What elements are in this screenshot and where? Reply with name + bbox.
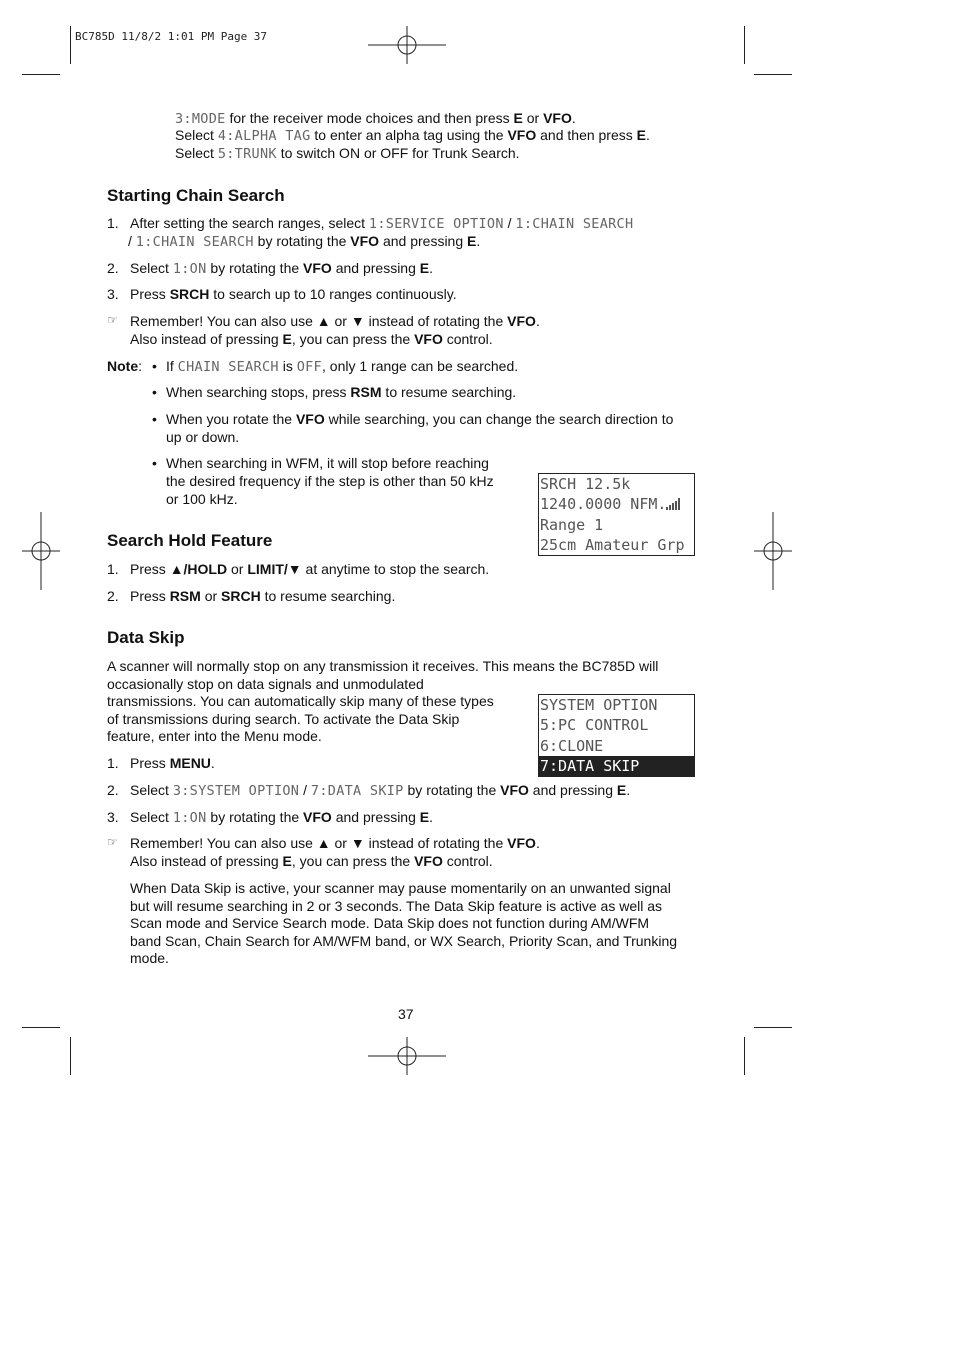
key-label: E bbox=[616, 782, 627, 798]
chain-step-1-cont: / 1:CHAIN SEARCH by rotating the VFO and pressing E. bbox=[128, 233, 481, 250]
text: Also instead of pressing bbox=[130, 853, 283, 869]
page-number: 37 bbox=[398, 1006, 414, 1022]
data-skip-intro: feature, enter into the Menu mode. bbox=[107, 728, 322, 744]
lcd-text: 1:SERVICE OPTION bbox=[368, 216, 504, 232]
text: to enter an alpha tag using the bbox=[310, 127, 508, 143]
text: and pressing bbox=[528, 782, 617, 798]
note-label-text: Note bbox=[107, 358, 139, 374]
lcd-row-text: 1240.0000 NFM. bbox=[540, 495, 667, 514]
text: and pressing bbox=[331, 260, 420, 276]
crop-mark bbox=[754, 1027, 792, 1028]
key-label: E bbox=[467, 233, 477, 249]
text: is bbox=[278, 358, 297, 374]
data-skip-paragraph: but will resume searching in 2 or 3 seconds. The Data Skip feature is active as well as bbox=[130, 898, 662, 914]
step-number: 3. bbox=[107, 286, 119, 302]
key-label: VFO bbox=[500, 782, 529, 798]
text: / bbox=[503, 215, 516, 231]
text: . bbox=[626, 782, 631, 798]
text: while searching, you can change the search direction to bbox=[324, 411, 674, 427]
note-4c: or 100 kHz. bbox=[166, 491, 238, 507]
note-label bbox=[107, 357, 142, 375]
lcd-text: 1:ON bbox=[172, 261, 207, 277]
text: When searching stops, press bbox=[166, 384, 351, 400]
note-4a: When searching in WFM, it will stop before reaching bbox=[166, 455, 489, 471]
key-label: E bbox=[419, 809, 430, 825]
chain-remember-2 bbox=[130, 330, 493, 348]
crop-mark bbox=[744, 26, 745, 64]
text: Select bbox=[130, 782, 173, 798]
note-3-cont: up or down. bbox=[166, 429, 240, 445]
lcd-row: Range 1 bbox=[540, 515, 604, 534]
lcd-text: CHAIN SEARCH bbox=[177, 359, 279, 375]
crop-mark bbox=[22, 74, 60, 75]
lcd-row: SRCH 12.5k bbox=[540, 475, 631, 493]
key-label: SRCH bbox=[169, 286, 210, 302]
text: and pressing bbox=[379, 233, 468, 249]
text: After setting the search ranges, select bbox=[130, 215, 369, 231]
text: . bbox=[210, 755, 215, 771]
lcd-row: SYSTEM OPTION bbox=[540, 696, 658, 714]
key-label: VFO bbox=[507, 313, 536, 329]
step-number: 2. bbox=[107, 260, 119, 276]
text: for the receiver mode choices and then press bbox=[225, 110, 514, 126]
text: . bbox=[571, 110, 576, 126]
crop-mark bbox=[22, 1027, 60, 1028]
text: Remember! You can also use ▲ or ▼ instead of rotating the bbox=[130, 313, 508, 329]
pointing-hand-icon: ☞ bbox=[107, 313, 118, 327]
text: Press bbox=[130, 286, 170, 302]
text: Select bbox=[130, 809, 173, 825]
crop-mark bbox=[754, 74, 792, 75]
text: at anytime to stop the search. bbox=[301, 561, 490, 577]
text: . bbox=[476, 233, 481, 249]
key-label: VFO bbox=[507, 835, 536, 851]
key-label: E bbox=[282, 331, 292, 347]
hold-step-2 bbox=[130, 587, 395, 605]
crop-mark bbox=[70, 26, 71, 64]
key-label: VFO bbox=[507, 127, 537, 143]
lcd-row-selected: 7:DATA SKIP bbox=[539, 756, 694, 776]
note-3 bbox=[166, 410, 673, 428]
text: If bbox=[166, 358, 178, 374]
key-label: VFO bbox=[303, 260, 332, 276]
skip-remember-2 bbox=[130, 852, 493, 870]
step-number: 1. bbox=[107, 561, 119, 577]
section-heading-data-skip: Data Skip bbox=[107, 628, 185, 647]
lcd-row: 6:CLONE bbox=[540, 736, 604, 755]
signal-strength-icon bbox=[666, 498, 682, 510]
lcd-text: 1:CHAIN SEARCH bbox=[515, 216, 634, 232]
text: . bbox=[535, 313, 540, 329]
key-label: VFO bbox=[350, 233, 380, 249]
text: When you rotate the bbox=[166, 411, 296, 427]
lcd-row: 5:PC CONTROL bbox=[540, 716, 649, 735]
text: . bbox=[429, 809, 434, 825]
data-skip-intro: of transmissions during search. To activate the Data Skip bbox=[107, 711, 460, 727]
text: Press bbox=[130, 755, 170, 771]
intro-line-2 bbox=[175, 126, 650, 145]
text: Also instead of pressing bbox=[130, 331, 283, 347]
text: , you can press the bbox=[291, 331, 415, 347]
text: or bbox=[227, 561, 248, 577]
registration-mark-icon bbox=[368, 1037, 446, 1075]
data-skip-intro: A scanner will normally stop on any transmission it receives. This means the BC785D will bbox=[107, 658, 659, 674]
key-label: RSM bbox=[169, 588, 201, 604]
data-skip-paragraph: When Data Skip is active, your scanner may pause momentarily on an unwanted signal bbox=[130, 880, 671, 896]
intro-line-3 bbox=[175, 144, 520, 163]
pointing-hand-icon: ☞ bbox=[107, 835, 118, 849]
text: and pressing bbox=[331, 809, 420, 825]
lcd-text: OFF bbox=[296, 359, 322, 375]
text: control. bbox=[442, 853, 493, 869]
registration-mark-icon bbox=[368, 26, 446, 64]
key-label: E bbox=[282, 853, 292, 869]
text: to switch ON or OFF for Trunk Search. bbox=[276, 145, 520, 161]
print-header: BC785D 11/8/2 1:01 PM Page 37 bbox=[75, 30, 268, 43]
text: or bbox=[522, 110, 544, 126]
step-number: 3. bbox=[107, 809, 119, 825]
text: or bbox=[200, 588, 222, 604]
text: by rotating the bbox=[206, 809, 304, 825]
chain-step-3 bbox=[130, 285, 457, 303]
bullet: • bbox=[152, 411, 157, 427]
key-label: ▲/HOLD bbox=[169, 561, 228, 577]
key-label: VFO bbox=[543, 110, 572, 126]
key-label: VFO bbox=[303, 809, 332, 825]
bullet: • bbox=[152, 358, 157, 374]
lcd-text: 7:DATA SKIP bbox=[310, 783, 404, 799]
lcd-text: 5:TRUNK bbox=[217, 146, 277, 162]
bullet: • bbox=[152, 455, 157, 471]
skip-remember-1 bbox=[130, 834, 540, 852]
key-label: LIMIT/▼ bbox=[247, 561, 302, 577]
text: : bbox=[138, 358, 143, 374]
text: control. bbox=[442, 331, 493, 347]
data-skip-paragraph: Scan mode and Service Search mode. Data Skip does not function during AM/WFM bbox=[130, 915, 650, 931]
data-skip-intro: occasionally stop on data signals and unmodulated bbox=[107, 676, 424, 692]
text: by rotating the bbox=[403, 782, 501, 798]
skip-step-1 bbox=[130, 754, 215, 772]
chain-step-2 bbox=[130, 259, 433, 278]
lcd-row bbox=[539, 494, 694, 514]
text: Remember! You can also use ▲ or ▼ instead of rotating the bbox=[130, 835, 508, 851]
hold-step-1 bbox=[130, 560, 489, 578]
step-number: 2. bbox=[107, 588, 119, 604]
text: by rotating the bbox=[253, 233, 351, 249]
section-heading-chain-search: Starting Chain Search bbox=[107, 186, 285, 205]
text: . bbox=[646, 127, 650, 143]
key-label: VFO bbox=[414, 331, 443, 347]
data-skip-paragraph: band Scan, Chain Search for AM/WFM band, or WX Search, Priority Scan, and Trunking bbox=[130, 933, 678, 949]
registration-mark-icon bbox=[754, 512, 792, 590]
lcd-text: 3:SYSTEM OPTION bbox=[172, 783, 300, 799]
text: Press bbox=[130, 588, 170, 604]
chain-remember-1 bbox=[130, 312, 540, 330]
key-label: E bbox=[419, 260, 430, 276]
text: by rotating the bbox=[206, 260, 304, 276]
note-4b: the desired frequency if the step is other than 50 kHz bbox=[166, 473, 494, 489]
step-number: 1. bbox=[107, 215, 119, 231]
text: Press bbox=[130, 561, 170, 577]
lcd-row: 25cm Amateur Grp bbox=[540, 535, 685, 554]
step-number: 2. bbox=[107, 782, 119, 798]
text: . bbox=[535, 835, 540, 851]
lcd-text: 3:MODE bbox=[175, 111, 226, 127]
key-label: E bbox=[636, 127, 646, 143]
key-label: SRCH bbox=[221, 588, 261, 604]
bullet: • bbox=[152, 384, 157, 400]
key-label: VFO bbox=[414, 853, 443, 869]
lcd-text: 1:ON bbox=[172, 810, 207, 826]
text: . bbox=[429, 260, 434, 276]
key-label: E bbox=[513, 110, 523, 126]
text: Select bbox=[175, 127, 218, 143]
key-label: RSM bbox=[350, 384, 382, 400]
lcd-text: 4:ALPHA TAG bbox=[217, 128, 311, 144]
text: and then press bbox=[536, 127, 637, 143]
lcd-display-menu bbox=[538, 694, 695, 777]
key-label: VFO bbox=[295, 411, 325, 427]
lcd-text: 1:CHAIN SEARCH bbox=[135, 234, 254, 250]
key-label: MENU bbox=[169, 755, 211, 771]
text: / bbox=[299, 782, 311, 798]
text: , only 1 range can be searched. bbox=[322, 358, 519, 374]
text: Select bbox=[130, 260, 173, 276]
step-number: 1. bbox=[107, 755, 119, 771]
section-heading-search-hold: Search Hold Feature bbox=[107, 531, 273, 550]
skip-step-3 bbox=[130, 808, 433, 827]
text: , you can press the bbox=[291, 853, 415, 869]
skip-step-2 bbox=[130, 781, 630, 800]
crop-mark bbox=[744, 1037, 745, 1075]
data-skip-paragraph: mode. bbox=[130, 950, 169, 966]
chain-step-1 bbox=[130, 214, 633, 233]
note-2 bbox=[166, 383, 516, 401]
text: to resume searching. bbox=[381, 384, 517, 400]
lcd-display-search bbox=[538, 473, 695, 556]
note-1 bbox=[166, 357, 518, 376]
data-skip-intro: transmissions. You can automatically skip many of these types bbox=[107, 693, 494, 709]
registration-mark-icon bbox=[22, 512, 60, 590]
crop-mark bbox=[70, 1037, 71, 1075]
text: Select bbox=[175, 145, 218, 161]
text: to resume searching. bbox=[260, 588, 396, 604]
text: to search up to 10 ranges continuously. bbox=[209, 286, 457, 302]
